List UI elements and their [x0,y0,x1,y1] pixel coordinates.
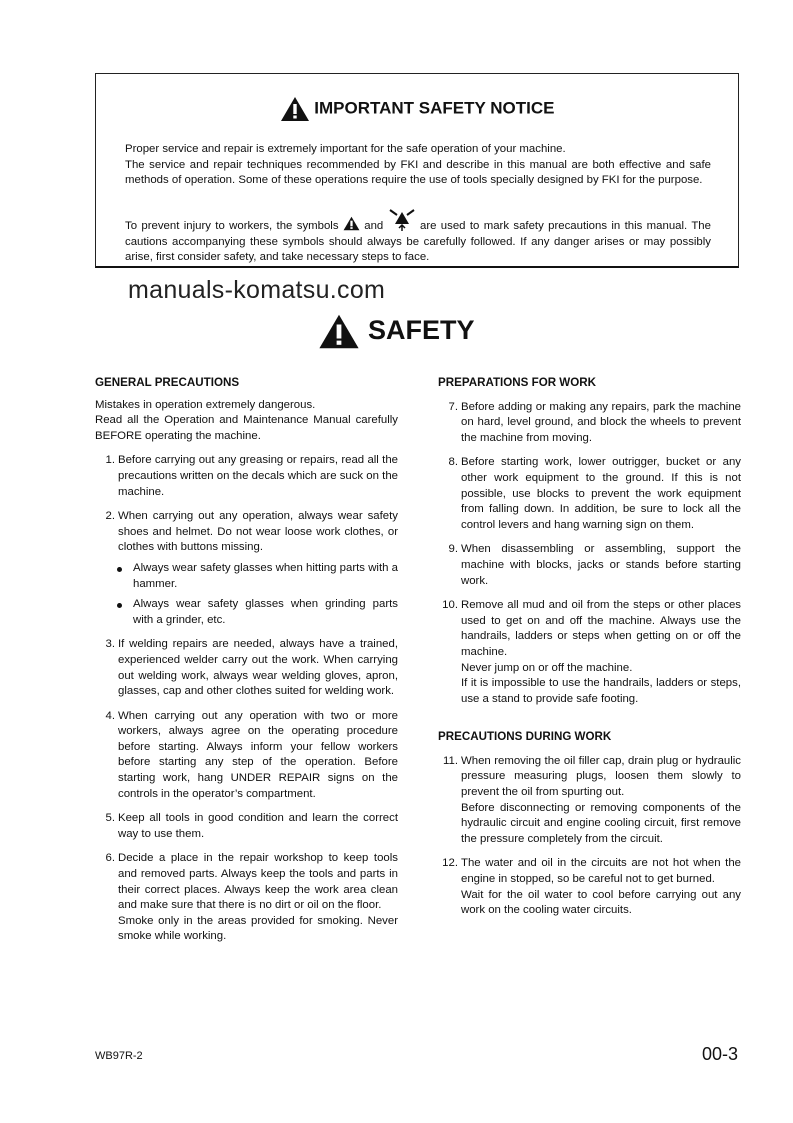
item-number: 8. [448,456,458,469]
notice-paragraph [125,209,711,266]
precautions-during-work-heading: PRECAUTIONS DURING WORK [438,730,612,744]
item-number: 7. [448,400,458,413]
item-number: 6. [105,852,115,865]
list-item [438,542,741,589]
warning-triangle-icon [318,313,360,350]
list-item [438,455,741,533]
item-number: 4. [105,709,115,722]
safety-title: SAFETY [368,315,475,345]
item-number: 10. [442,599,458,612]
item-text: When carrying out any operation, always wear safety shoes and helmet. Do not wear loose work clothes, or clothes with buttons missing. [118,510,398,554]
item-text: Before adding or making any repairs, park the machine on hard, level ground, and block the wheels to prevent the machine from moving. [461,400,741,444]
item-number: 11. [443,754,458,767]
item-text: When removing the oil filler cap, drain plug or hydraulic pressure measuring plugs, loosen them slowly to prevent the oil from spurting out. [461,754,741,799]
item-number: 3. [105,638,115,651]
item-text: Before starting work, lower outrigger, bucket or any other work equipment to the ground. If this is not possible, use blocks to prevent the work equipment from falling down. In addition, be sure to lock all the control levers and hang warning sign on them. [461,456,741,531]
bullet-text: Always wear safety glasses when grinding parts with a grinder, etc. [133,598,398,626]
notice-title-text: IMPORTANT SAFETY NOTICE [314,98,555,118]
intro-text: Mistakes in operation extremely dangerous. [95,398,316,411]
warning-triangle-icon [280,96,310,122]
watermark: manuals-komatsu.com [128,276,386,304]
left-column [95,375,398,945]
warning-triangle-icon [343,216,360,231]
item-text: When carrying out any operation with two or more workers, always agree on the operating procedure before starting. Always inform your fellow workers before starting any step of the operation. Before starting work, hang UNDER REPAIR signs on the controls in the operator’s compartment. [118,709,398,800]
page-number: 00-3 [702,1044,739,1064]
general-precautions-heading: GENERAL PRECAUTIONS [95,376,240,389]
bullet-item [95,597,398,628]
notice-text: and [364,220,384,232]
item-number: 1. [105,454,115,467]
list-item [95,509,398,556]
notice-title [96,96,738,122]
pressure-warning-icon [388,209,416,231]
preparations-heading: PREPARATIONS FOR WORK [438,376,597,389]
safety-heading [0,310,793,350]
item-text: Before disconnecting or removing components of the hydraulic circuit and engine cooling circuit, first remove the pressure completely from the circuit. [461,801,741,845]
list-item [95,709,398,803]
list-item [438,400,741,447]
item-text: Smoke only in the areas provided for smoking. Never smoke while working. [118,914,398,943]
footer-model: WB97R-2 [95,1050,143,1062]
bullet-icon [117,603,122,608]
list-item [95,637,398,699]
bullet-icon [117,567,122,572]
list-item [95,851,398,945]
item-text: Remove all mud and oil from the steps or other places used to get on and off the machine. Always use the handrails, ladders or steps when getting on or off the machine. [461,599,741,658]
item-number: 9. [448,543,458,556]
right-column [438,375,741,919]
intro-text: Read all the Operation and Maintenance Manual carefully BEFORE operating the machine. [95,414,398,442]
list-item [438,856,741,918]
notice-paragraph: Proper service and repair is extremely important for the safe operation of your machine. [125,143,566,155]
list-item [95,811,398,842]
item-text: Before carrying out any greasing or repairs, read all the precautions written on the decals which are suck on the machine. [118,454,398,498]
item-number: 2. [105,510,115,523]
notice-text: are used to mark safety precautions in this manual. The cautions accompanying these symbols should always be carefully followed. If any danger arises or may possibly arise, first consider safety, and take necessary steps to face. [125,220,711,264]
item-text: If it is impossible to use the handrails, ladders or steps, use a stand to provide safe footing. [461,677,741,705]
item-text: If welding repairs are needed, always have a trained, experienced welder carry out the work. When carrying out welding work, always wear welding gloves, apron, glasses, cap and other clothes suited for welding work. [118,638,398,698]
important-safety-notice-box [95,73,739,268]
notice-paragraph: The service and repair techniques recommended by FKI and describe in this manual are both effective and safe methods of operation. Some of these operations require the use of tools specially designed by FKI for the purpose. [125,158,711,187]
list-item [438,754,741,848]
item-text: Wait for the oil water to cool before carrying out any work on the cooling water circuits. [461,888,741,917]
item-text: When disassembling or assembling, support the machine with blocks, jacks or stands before starting work. [461,543,741,587]
list-item [95,453,398,500]
bullet-text: Always wear safety glasses when hitting parts with a hammer. [133,561,398,590]
bullet-item [95,561,398,592]
item-text: Decide a place in the repair workshop to keep tools and removed parts. Always keep the tools and parts in their correct places. Always keep the work area clean and make sure that there is no dirt or oil on the floor. [118,852,398,912]
notice-text: To prevent injury to workers, the symbols [125,220,339,232]
item-text: Keep all tools in good condition and learn the correct way to use them. [118,812,398,840]
item-text: Never jump on or off the machine. [461,661,633,674]
item-text: The water and oil in the circuits are not hot when the engine in stopped, so be careful not to get burned. [461,857,741,886]
item-number: 12. [442,857,458,870]
item-number: 5. [105,812,115,825]
list-item [438,598,741,707]
